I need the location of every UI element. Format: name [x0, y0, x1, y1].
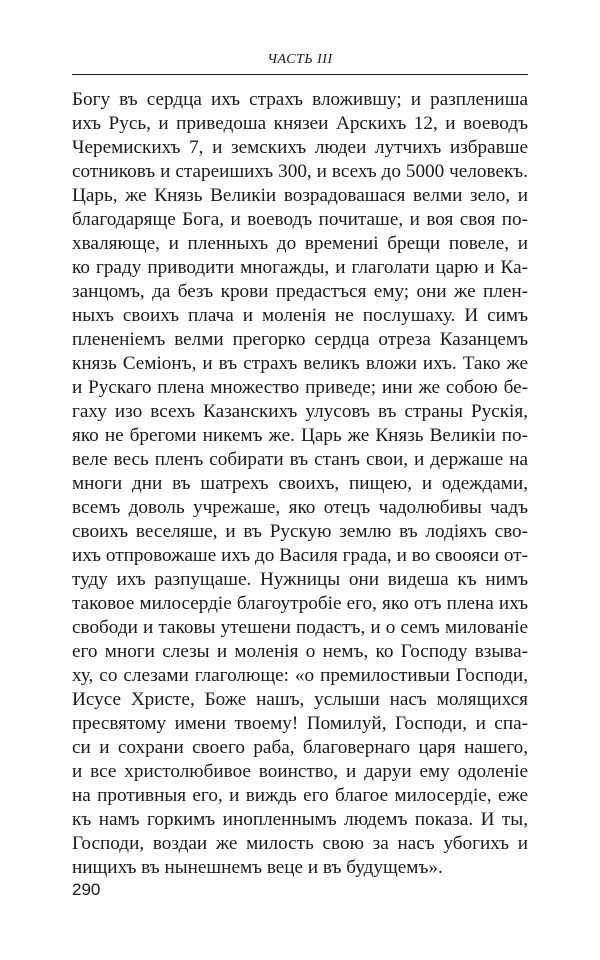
text-line: ху, со слезами глаголюще: «о премилостивыи Господи, [72, 665, 528, 686]
text-line: гаху изо всехъ Казанскихъ улусовъ въ страны Рускія, [72, 401, 528, 422]
text-line: занцомъ, да безъ крови предастъся ему; они же плен- [72, 281, 528, 302]
text-line: князь Семіонъ, и въ страхъ великъ вложи ихъ. Тако же [72, 353, 528, 374]
text-line: таковое милосердіе благоутробіе его, яко отъ плена ихъ [72, 593, 528, 614]
text-line: Черемискихъ 7, и земскихъ людеи лутчихъ избравше [72, 137, 528, 158]
text-line: веле весь пленъ собирати въ станъ свои, и держаше на [72, 449, 528, 470]
text-line: Исусе Христе, Боже нашъ, услыши насъ молящихся [72, 689, 528, 710]
text-line: ихъ Русь, и приведоша князеи Арскихъ 12, и воеводъ [72, 113, 528, 134]
running-head: ЧАСТЬ III [267, 52, 333, 67]
text-line: Богу въ сердца ихъ страхъ вложившу; и разплениша [72, 89, 528, 110]
text-line: ныхъ своихъ плача и моленія не послушаху. И симъ [72, 305, 528, 326]
header-rule [72, 74, 528, 75]
page-number: 290 [72, 880, 101, 899]
body-text [72, 88, 528, 880]
text-line: хваляюще, и пленныхъ до времениі брещи повеле, и [72, 233, 528, 254]
text-line: его многи слезы и моленія о немъ, ко Господу взыва- [72, 641, 528, 662]
text-line: нищихъ въ нынешнемъ веце и въ будущемъ». [72, 857, 443, 878]
text-line: къ намъ горкимъ инопленнымъ людемъ показа. И ты, [72, 809, 528, 830]
text-line: пресвятому имени твоему! Помилуй, Господи, и спа- [72, 713, 528, 734]
text-line: на противныя его, и виждь его благое милосердіе, еже [72, 785, 528, 806]
text-line: ко граду приводити многажды, и глаголати царю и Ка- [72, 257, 528, 278]
text-line: яко не брегоми никемъ же. Царь же Князь Великіи по- [72, 425, 528, 446]
text-line: и Рускаго плена множество приведе; ини же собою бе- [72, 377, 528, 398]
text-line: плененіемъ велми прегорко сердца отреза Казанцемъ [72, 329, 528, 350]
text-line: ихъ отпровожаше ихъ до Василя града, и во своояси от- [72, 545, 528, 566]
text-line: всемъ доволь учрежаше, яко отецъ чадолюбивы чадъ [72, 497, 528, 518]
text-line: сотниковъ и стареишихъ 300, и всехъ до 5000 человекъ. [72, 161, 528, 182]
text-line: туду ихъ разпущаше. Нужницы они видеша къ нимъ [72, 569, 528, 590]
text-line: многи дни въ шатрехъ своихъ, пищею, и одеждами, [72, 473, 528, 494]
text-line: Царь, же Князь Великіи возрадовашася велми зело, и [72, 185, 528, 206]
text-line: и все христолюбивое воинство, и даруи ему одоленіе [72, 761, 528, 782]
text-line: си и сохрани своего раба, благовернаго царя нашего, [72, 737, 528, 758]
text-line: благодаряще Бога, и воеводъ почиташе, и воя своя по- [72, 209, 528, 230]
text-line: свободи и таковы утешени подастъ, и о семъ милованіе [72, 617, 528, 638]
text-line: Господи, воздаи же милость свою за насъ убогихъ и [72, 833, 528, 854]
text-line: своихъ веселяше, и въ Рускую землю въ лодіяхъ сво- [72, 521, 528, 542]
